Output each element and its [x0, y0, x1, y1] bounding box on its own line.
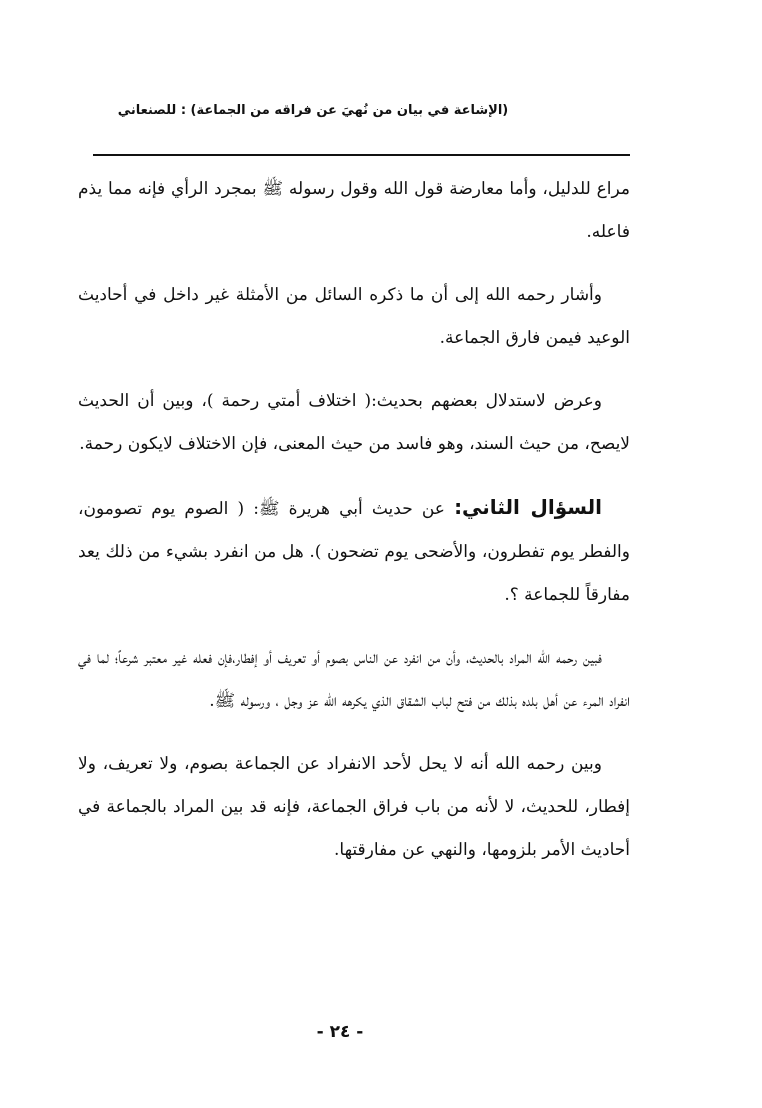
question-label: السؤال الثاني: — [454, 495, 602, 519]
paragraph-6: وبين رحمه الله أنه لا يحل لأحد الانفراد عن الجماعة بصوم، ولا تعريف، ولا إفطار، للحديث، لا لأنه من باب فراق الجماعة، فإنه قد بين المراد بالجماعة في أحاديث الأمر بلزومها، والنهي عن مفارقتها. — [78, 754, 630, 860]
page-number: - ٢٤ - — [316, 1022, 364, 1042]
running-header: (الإشاعة في بيان من نُهيَ عن فراقه من الجماعة) : للصنعاني — [117, 103, 509, 118]
paragraph-5: فبين رحمه الله المراد بالحديث، وأن من انفرد عن الناس بصوم أو تعريف أو إفطار،فإن فعله غير معتبر شرعاً؛ لما في انفراد المرء عن أهل بلده بذلك من فتح لباب الشقاق الذي يكرهه الله عز وجل ، ورسوله ﷺ. — [78, 648, 630, 711]
paragraph-2: وأشار رحمه الله إلى أن ما ذكره السائل من الأمثلة غير داخل في أحاديث الوعيد فيمن فارق الجماعة. — [78, 285, 630, 348]
question-text: عن حديث أبي هريرة ﷺ: ( الصوم يوم تصومون، والفطر يوم تفطرون، والأضحى يوم تضحون ). هل من انفرد بشيء من ذلك يعد مفارقاً للجماعة ؟. — [78, 499, 630, 605]
paragraph-4-question — [78, 486, 630, 617]
paragraph-3: وعرض لاستدلال بعضهم بحديث:( اختلاف أمتي رحمة )، وبين أن الحديث لايصح، من حيث السند، وهو فاسد من حيث المعنى، فإن الاختلاف لايكون رحمة. — [78, 391, 630, 454]
paragraph-1: مراع للدليل، وأما معارضة قول الله وقول رسوله ﷺ بمجرد الرأي فإنه مما يذم فاعله. — [78, 179, 630, 242]
header-divider — [93, 154, 630, 156]
body-text — [78, 168, 630, 892]
